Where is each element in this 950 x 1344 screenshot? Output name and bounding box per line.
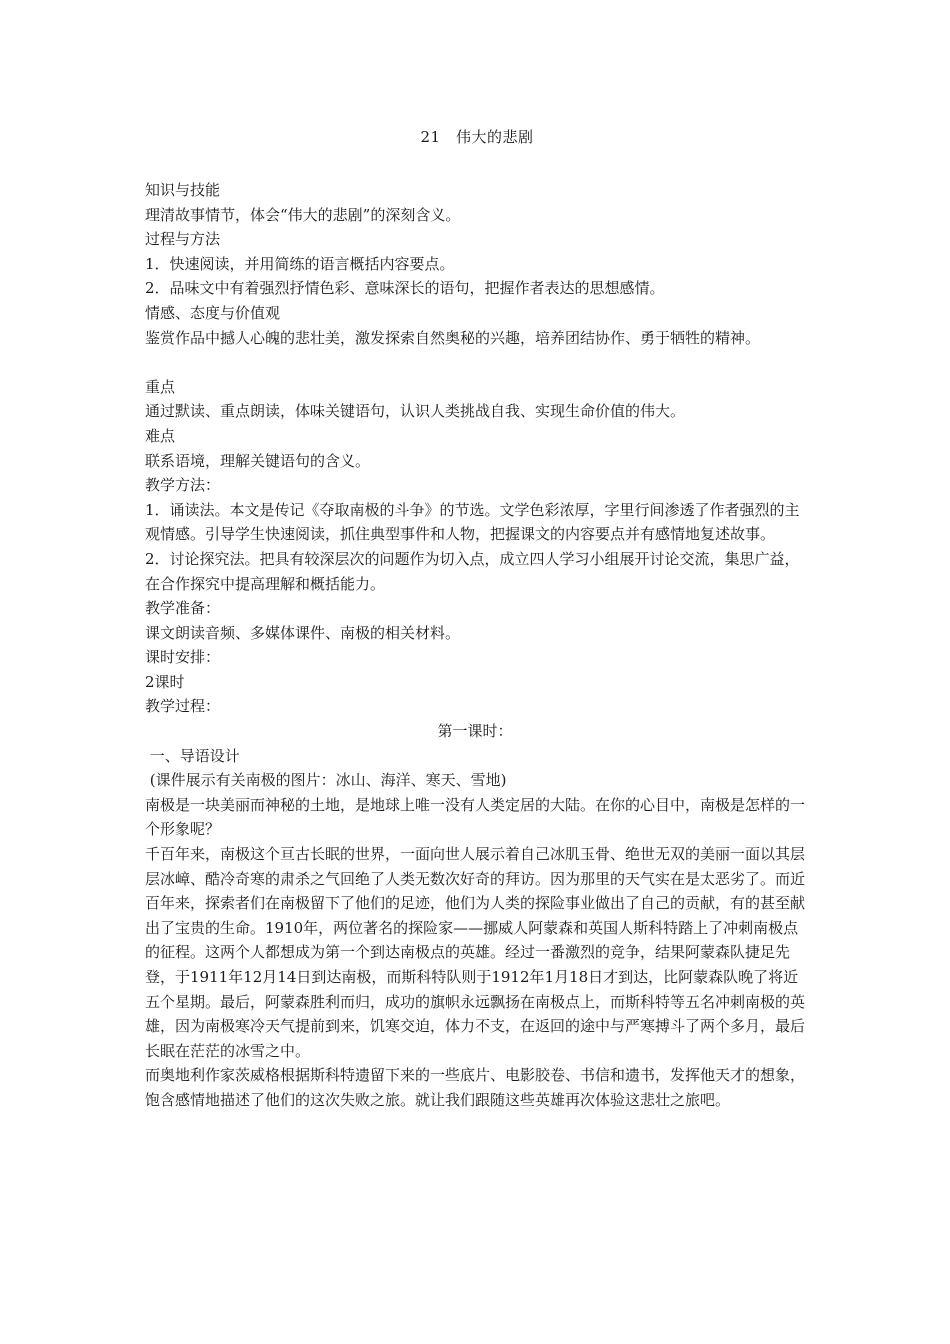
heading-teaching-methods: 教学方法：	[145, 476, 221, 495]
heading-teaching-process: 教学过程：	[145, 697, 221, 716]
blank-line	[145, 350, 805, 375]
paragraph: 而奥地利作家茨威格根据斯科特遗留下来的一些底片、电影胶卷、书信和遗书，发挥他天才的想象，饱含感情地描述了他们的这次失败之旅。就让我们跟随这些英雄再次体验这悲壮之旅吧。	[145, 1066, 806, 1109]
section-heading-first-lesson: 第一课时：	[437, 722, 513, 741]
section-heading-intro: 一、导语设计	[145, 746, 240, 765]
heading-process-method: 过程与方法	[145, 230, 221, 249]
paragraph: 课文朗读音频、多媒体课件、南极的相关材料。	[145, 623, 461, 642]
paragraph: 2课时	[145, 672, 185, 691]
document-title: 21 伟大的悲剧	[420, 128, 534, 146]
heading-schedule: 课时安排：	[145, 648, 221, 667]
paragraph: (课件展示有关南极的图片：冰山、海洋、寒天、雪地)	[145, 771, 507, 790]
heading-teaching-preparation: 教学准备：	[145, 599, 221, 618]
list-item: 2．品味文中有着强烈抒情色彩、意味深长的语句，把握作者表达的思想感情。	[145, 279, 665, 298]
paragraph: 鉴赏作品中撼人心魄的悲壮美，激发探索自然奥秘的兴趣，培养团结协作、勇于牺牲的精神。	[145, 328, 761, 347]
document-body	[145, 178, 805, 1113]
paragraph: 千百年来，南极这个亘古长眠的世界，一面向世人展示着自己冰肌玉骨、绝世无双的美丽一面以其层层冰嶂、酷冷奇寒的肃杀之气回绝了人类无数次好奇的拜访。因为那里的天气实在是太恶劣了。而近百年来，探索者们在南极留下了他们的足迹，他们为人类的探险事业做出了自己的贡献，有的甚至献出了宝贵的生命。1910年，两位著名的探险家——挪威人阿蒙森和英国人斯科特踏上了冲刺南极点的征程。这两个人都想成为第一个到达南极点的英雄。经过一番激烈的竞争，结果阿蒙森队捷足先登，于1911年12月14日到达南极，而斯科特队则于1912年1月18日才到达，比阿蒙森队晚了将近五个星期。最后，阿蒙森胜利而归，成功的旗帜永远飘扬在南极点上，而斯科特等五名冲刺南极的英雄，因为南极寒冷天气提前到来，饥寒交迫，体力不支，在返回的途中与严寒搏斗了两个多月，最后长眠在茫茫的冰雪之中。	[145, 845, 806, 1060]
heading-emotion-values: 情感、态度与价值观	[145, 303, 281, 322]
paragraph: 联系语境，理解关键语句的含义。	[145, 451, 371, 470]
paragraph: 理清故事情节，体会“伟大的悲剧”的深刻含义。	[145, 205, 461, 224]
paragraph: 南极是一块美丽而神秘的土地，是地球上唯一没有人类定居的大陆。在你的心目中，南极是怎样的一个形象呢？	[145, 795, 806, 839]
paragraph: 通过默读、重点朗读，体味关键语句，认识人类挑战自我、实现生命价值的伟大。	[145, 402, 686, 421]
heading-knowledge-skills: 知识与技能	[145, 181, 221, 199]
heading-key-points: 重点	[145, 377, 176, 396]
list-item: 1．快速阅读，并用简练的语言概括内容要点。	[145, 254, 455, 273]
list-item: 1．诵读法。本文是传记《夺取南极的斗争》的节选。文学色彩浓厚，字里行间渗透了作者强烈的主观情感。引导学生快速阅读，抓住典型事件和人物，把握课文的内容要点并有感情地复述故事。	[145, 500, 800, 544]
heading-difficulties: 难点	[145, 426, 176, 445]
list-item: 2．讨论探究法。把具有较深层次的问题作为切入点，成立四人学习小组展开讨论交流，集思广益，在合作探究中提高理解和概括能力。	[145, 549, 800, 593]
